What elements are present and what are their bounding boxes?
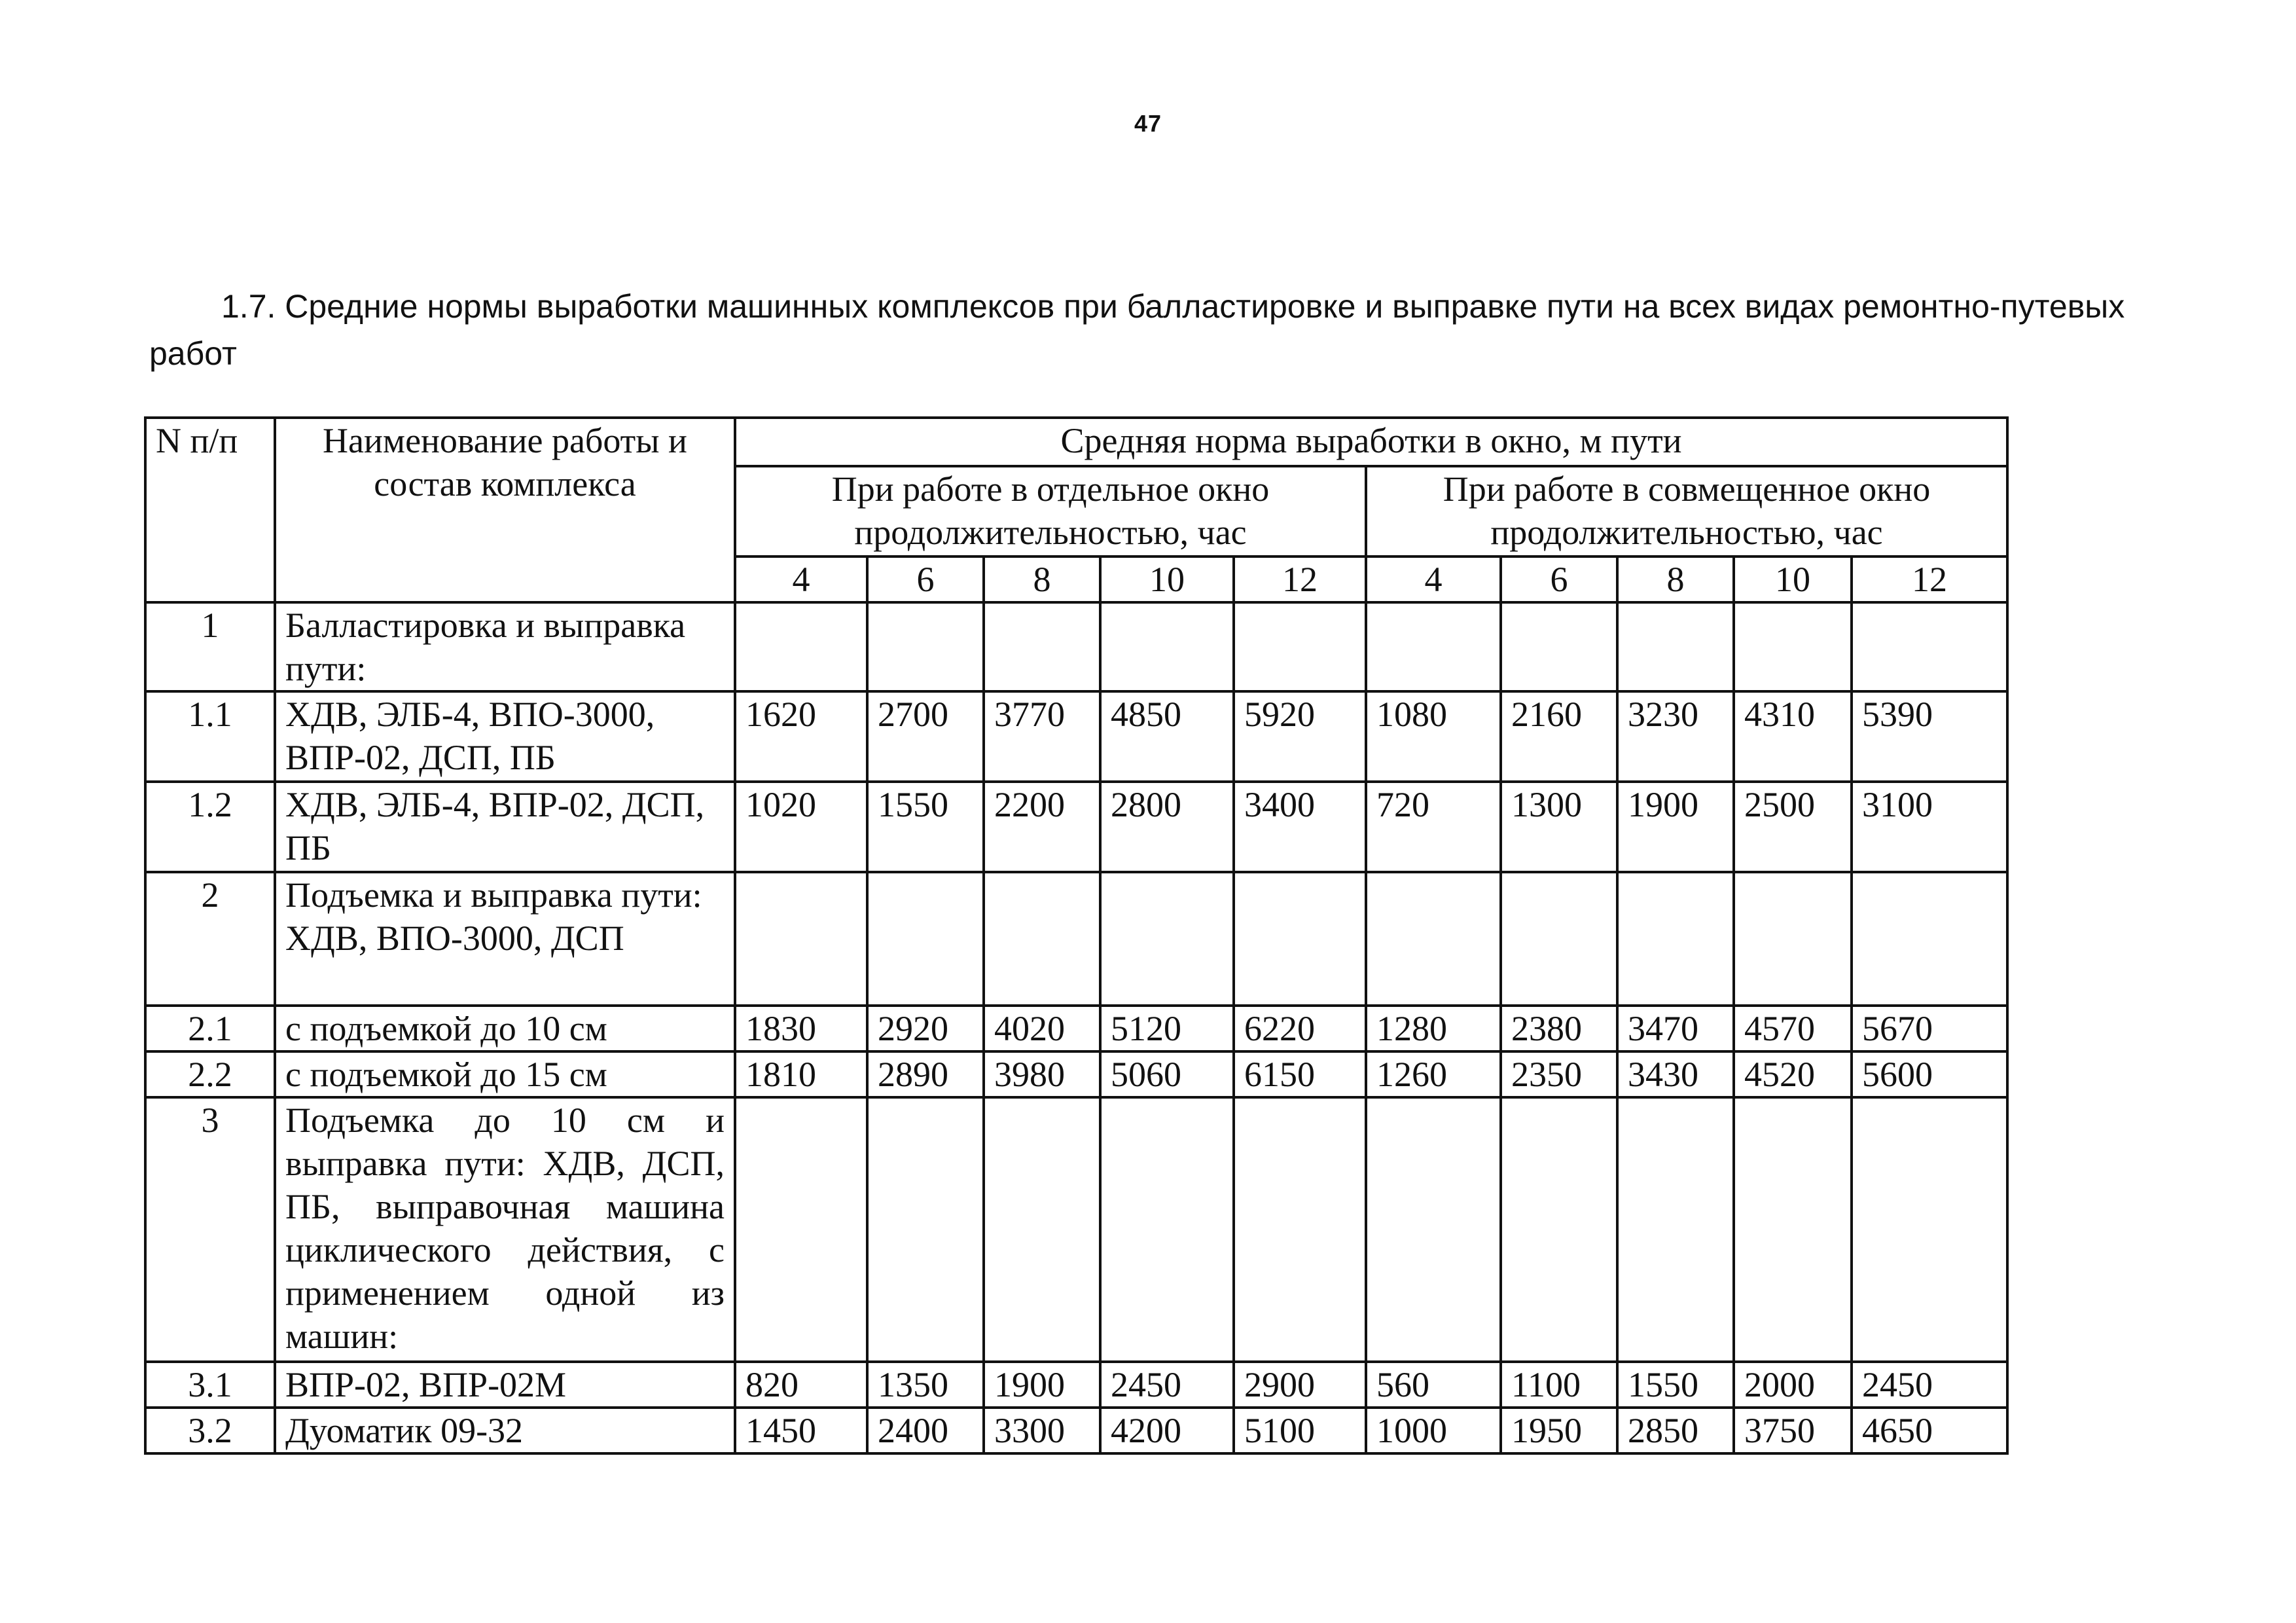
hours-header-cell: 6 bbox=[867, 556, 984, 602]
table-row bbox=[145, 872, 2007, 1006]
norm-value bbox=[1234, 872, 1366, 1006]
norm-value: 1900 bbox=[1617, 782, 1734, 872]
norm-value bbox=[1100, 602, 1234, 691]
norm-value: 720 bbox=[1366, 782, 1501, 872]
row-number: 3.1 bbox=[145, 1362, 275, 1408]
norm-value: 4200 bbox=[1100, 1408, 1234, 1453]
subgroup-combined-header: При работе в совмещенное окно продолжительностью, час bbox=[1366, 466, 2007, 556]
hours-header-cell: 8 bbox=[1617, 556, 1734, 602]
row-number: 1.2 bbox=[145, 782, 275, 872]
norm-value: 5390 bbox=[1852, 691, 2007, 782]
norm-value: 2450 bbox=[1852, 1362, 2007, 1408]
output-norms-table bbox=[144, 416, 2009, 1455]
norm-value bbox=[867, 1097, 984, 1362]
norm-value: 2380 bbox=[1501, 1006, 1617, 1051]
row-number: 2.1 bbox=[145, 1006, 275, 1051]
work-name: Подъемка и выправка пути: ХДВ, ВПО-3000, ДСП bbox=[275, 872, 735, 1006]
norm-value bbox=[1100, 872, 1234, 1006]
work-name: ХДВ, ЭЛБ-4, ВПО-3000, ВПР-02, ДСП, ПБ bbox=[275, 691, 735, 782]
table-row bbox=[145, 1362, 2007, 1408]
norm-value: 3430 bbox=[1617, 1051, 1734, 1097]
norm-value: 1950 bbox=[1501, 1408, 1617, 1453]
hours-header-cell: 4 bbox=[1366, 556, 1501, 602]
row-number: 2 bbox=[145, 872, 275, 1006]
norm-value: 2350 bbox=[1501, 1051, 1617, 1097]
norm-value: 5060 bbox=[1100, 1051, 1234, 1097]
norm-value: 2000 bbox=[1734, 1362, 1852, 1408]
norm-value bbox=[1366, 872, 1501, 1006]
work-name: ХДВ, ЭЛБ-4, ВПР-02, ДСП, ПБ bbox=[275, 782, 735, 872]
norm-value bbox=[1501, 1097, 1617, 1362]
subgroup-separate-header: При работе в отдельное окно продолжительностью, час bbox=[735, 466, 1366, 556]
norm-value: 2700 bbox=[867, 691, 984, 782]
hours-header-cell: 8 bbox=[984, 556, 1100, 602]
norm-value: 1260 bbox=[1366, 1051, 1501, 1097]
norm-value bbox=[1501, 872, 1617, 1006]
norm-value bbox=[1234, 1097, 1366, 1362]
norm-value bbox=[1501, 602, 1617, 691]
norm-value: 560 bbox=[1366, 1362, 1501, 1408]
norm-value bbox=[1234, 602, 1366, 691]
work-name: Балластировка и выправка пути: bbox=[275, 602, 735, 691]
row-number: 3 bbox=[145, 1097, 275, 1362]
norm-value bbox=[735, 1097, 867, 1362]
norm-value: 1830 bbox=[735, 1006, 867, 1051]
norm-value: 4520 bbox=[1734, 1051, 1852, 1097]
norm-value: 6220 bbox=[1234, 1006, 1366, 1051]
norm-value: 3100 bbox=[1852, 782, 2007, 872]
norm-value bbox=[984, 872, 1100, 1006]
work-name: Подъемка до 10 см и выправка пути: ХДВ, ДСП, ПБ, выправочная машина циклического действия, с применением одной из машин: bbox=[275, 1097, 735, 1362]
norm-value: 2920 bbox=[867, 1006, 984, 1051]
norm-value: 1620 bbox=[735, 691, 867, 782]
row-number: 3.2 bbox=[145, 1408, 275, 1453]
norm-value bbox=[1617, 872, 1734, 1006]
norm-value bbox=[1852, 1097, 2007, 1362]
norm-value: 1450 bbox=[735, 1408, 867, 1453]
norm-value: 3750 bbox=[1734, 1408, 1852, 1453]
norm-value bbox=[867, 602, 984, 691]
norm-value bbox=[1617, 602, 1734, 691]
norm-value bbox=[1366, 1097, 1501, 1362]
table-row bbox=[145, 602, 2007, 691]
table-row bbox=[145, 782, 2007, 872]
norm-value bbox=[1366, 602, 1501, 691]
norm-value: 4850 bbox=[1100, 691, 1234, 782]
norm-value bbox=[984, 602, 1100, 691]
hours-header-cell: 12 bbox=[1852, 556, 2007, 602]
norm-value bbox=[867, 872, 984, 1006]
norm-value bbox=[1617, 1097, 1734, 1362]
norm-value: 1000 bbox=[1366, 1408, 1501, 1453]
norm-value: 4020 bbox=[984, 1006, 1100, 1051]
norm-value: 6150 bbox=[1234, 1051, 1366, 1097]
col-name-header: Наименование работы и состав комплекса bbox=[275, 418, 735, 602]
col-no-header: N п/п bbox=[145, 418, 275, 602]
norm-value bbox=[1852, 872, 2007, 1006]
norm-value: 3300 bbox=[984, 1408, 1100, 1453]
norm-value: 2850 bbox=[1617, 1408, 1734, 1453]
norm-value: 5920 bbox=[1234, 691, 1366, 782]
norm-value: 1810 bbox=[735, 1051, 867, 1097]
table-row bbox=[145, 1051, 2007, 1097]
table-row bbox=[145, 691, 2007, 782]
norm-value: 1280 bbox=[1366, 1006, 1501, 1051]
norm-value: 4650 bbox=[1852, 1408, 2007, 1453]
norm-value: 4570 bbox=[1734, 1006, 1852, 1051]
work-name: с подъемкой до 15 см bbox=[275, 1051, 735, 1097]
norm-value: 820 bbox=[735, 1362, 867, 1408]
norm-value: 1350 bbox=[867, 1362, 984, 1408]
row-number: 1.1 bbox=[145, 691, 275, 782]
norm-value: 3470 bbox=[1617, 1006, 1734, 1051]
norm-value: 3230 bbox=[1617, 691, 1734, 782]
norm-value: 2160 bbox=[1501, 691, 1617, 782]
table-row bbox=[145, 1408, 2007, 1453]
work-name: с подъемкой до 10 см bbox=[275, 1006, 735, 1051]
norm-value: 1080 bbox=[1366, 691, 1501, 782]
group-header: Средняя норма выработки в окно, м пути bbox=[735, 418, 2007, 466]
norm-value bbox=[1734, 872, 1852, 1006]
norm-value: 4310 bbox=[1734, 691, 1852, 782]
page-number: 47 bbox=[1134, 110, 1162, 137]
norm-value: 1100 bbox=[1501, 1362, 1617, 1408]
hours-header-cell: 12 bbox=[1234, 556, 1366, 602]
norm-value bbox=[1734, 602, 1852, 691]
norm-value: 2200 bbox=[984, 782, 1100, 872]
work-name: Дуоматик 09-32 bbox=[275, 1408, 735, 1453]
table-row bbox=[145, 1097, 2007, 1362]
norm-value: 1900 bbox=[984, 1362, 1100, 1408]
work-name: ВПР-02, ВПР-02М bbox=[275, 1362, 735, 1408]
hours-header-cell: 10 bbox=[1100, 556, 1234, 602]
norm-value: 2800 bbox=[1100, 782, 1234, 872]
norm-value: 2890 bbox=[867, 1051, 984, 1097]
hours-header-cell: 4 bbox=[735, 556, 867, 602]
norm-value bbox=[1852, 602, 2007, 691]
table-row bbox=[145, 1006, 2007, 1051]
norm-value: 1550 bbox=[1617, 1362, 1734, 1408]
norm-value: 1300 bbox=[1501, 782, 1617, 872]
norm-value: 2450 bbox=[1100, 1362, 1234, 1408]
row-number: 2.2 bbox=[145, 1051, 275, 1097]
norm-value: 5100 bbox=[1234, 1408, 1366, 1453]
norm-value: 2400 bbox=[867, 1408, 984, 1453]
norm-value bbox=[1734, 1097, 1852, 1362]
norm-value: 5120 bbox=[1100, 1006, 1234, 1051]
norm-value: 2900 bbox=[1234, 1362, 1366, 1408]
norm-value: 2500 bbox=[1734, 782, 1852, 872]
table-heading: 1.7. Средние нормы выработки машинных комплексов при балластировке и выправке пути на всех видах ремонтно-путевых работ bbox=[149, 288, 2125, 372]
hours-header-cell: 6 bbox=[1501, 556, 1617, 602]
norm-value: 3770 bbox=[984, 691, 1100, 782]
norm-value bbox=[1100, 1097, 1234, 1362]
norm-value: 3980 bbox=[984, 1051, 1100, 1097]
norm-value: 5670 bbox=[1852, 1006, 2007, 1051]
norm-value: 3400 bbox=[1234, 782, 1366, 872]
norm-value: 5600 bbox=[1852, 1051, 2007, 1097]
hours-header-cell: 10 bbox=[1734, 556, 1852, 602]
norm-value: 1020 bbox=[735, 782, 867, 872]
norm-value bbox=[735, 602, 867, 691]
norm-value bbox=[984, 1097, 1100, 1362]
norm-value bbox=[735, 872, 867, 1006]
row-number: 1 bbox=[145, 602, 275, 691]
norm-value: 1550 bbox=[867, 782, 984, 872]
